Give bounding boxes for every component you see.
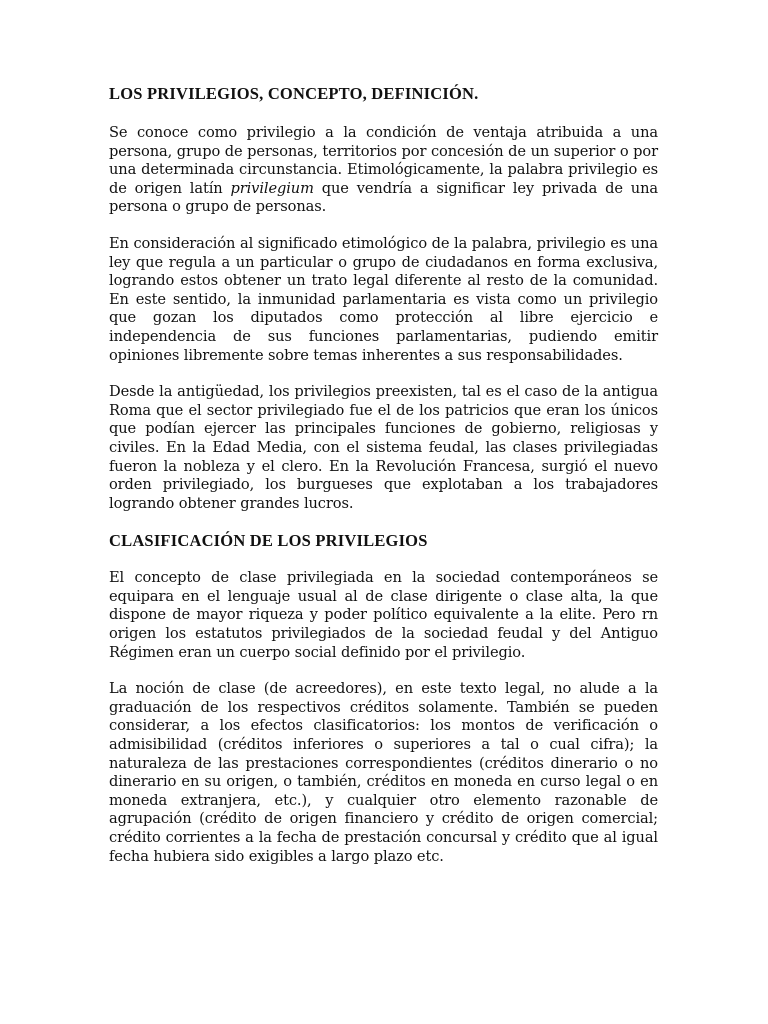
paragraph-definition-text-a: Se conoce como privilegio a la condición de ventaja atribuida a una persona, grupo de personas, territorios por concesión de un superior o por una determinada circunstancia. Etimológicamente, la palabra privilegio es de origen latín: [109, 124, 658, 197]
paragraph-history: Desde la antigüedad, los privilegios preexisten, tal es el caso de la antigua Roma que el sector privilegiado fue el de los patricios que eran los únicos que podían ejercer las principales funciones de gobierno, religiosas y civiles. En la Edad Media, con el sistema feudal, las clases privilegiadas fueron la nobleza y el clero. En la Revolución Francesa, surgió el nuevo orden privilegiado, los burgueses que explotaban a los trabajadores logrando obtener grandes lucros.: [109, 383, 658, 512]
section-heading-classification: CLASIFICACIÓN DE LOS PRIVILEGIOS: [109, 531, 428, 551]
paragraph-definition: [109, 124, 658, 217]
paragraph-definition-text-b: que vendría a significar ley privada de una persona o grupo de personas.: [109, 179, 658, 216]
paragraph-etymology: En consideración al significado etimológico de la palabra, privilegio es una ley que regula a un particular o grupo de ciudadanos en forma exclusiva, logrando estos obtener un trato legal diferente al resto de la comunidad. En este sentido, la inmunidad parlamentaria es vista como un privilegio que gozan los diputados como protección al libre ejercicio e independencia de sus funciones parlamentarias, pudiendo emitir opiniones libremente sobre temas inherentes a sus responsabilidades.: [109, 234, 658, 364]
section-heading-concept: LOS PRIVILEGIOS, CONCEPTO, DEFINICIÓN.: [109, 84, 479, 103]
paragraph-creditor-class: La noción de clase (de acreedores), en este texto legal, no alude a la graduación de los respectivos créditos solamente. También se pueden considerar, a los efectos clasificatorios: los montos de verificación o admisibilidad (créditos inferiores o superiores a tal o cual cifra); la naturaleza de las prestaciones correspondientes (créditos dinerario o no dinerario en su origen, o también, créditos en moneda en curso legal o en moneda extranjera, etc.), y cualquier otro elemento razonable de agrupación (crédito de origen financiero y crédito de origen comercial; crédito corrientes a la fecha de prestación concursal y crédito que al igual fecha hubiera sido exigibles a largo plazo etc.: [109, 680, 658, 865]
document-page: [109, 84, 658, 884]
paragraph-privileged-class: El concepto de clase privilegiada en la sociedad contemporáneos se equipara en el lenguaje usual al de clase dirigente o clase alta, la que dispone de mayor riqueza y poder político equivalente a la elite. Pero rn origen los estatutos privilegiados de la sociedad feudal y del Antiguo Régimen eran un cuerpo social definido por el privilegio.: [109, 569, 658, 661]
latin-term: privilegium: [230, 179, 314, 197]
